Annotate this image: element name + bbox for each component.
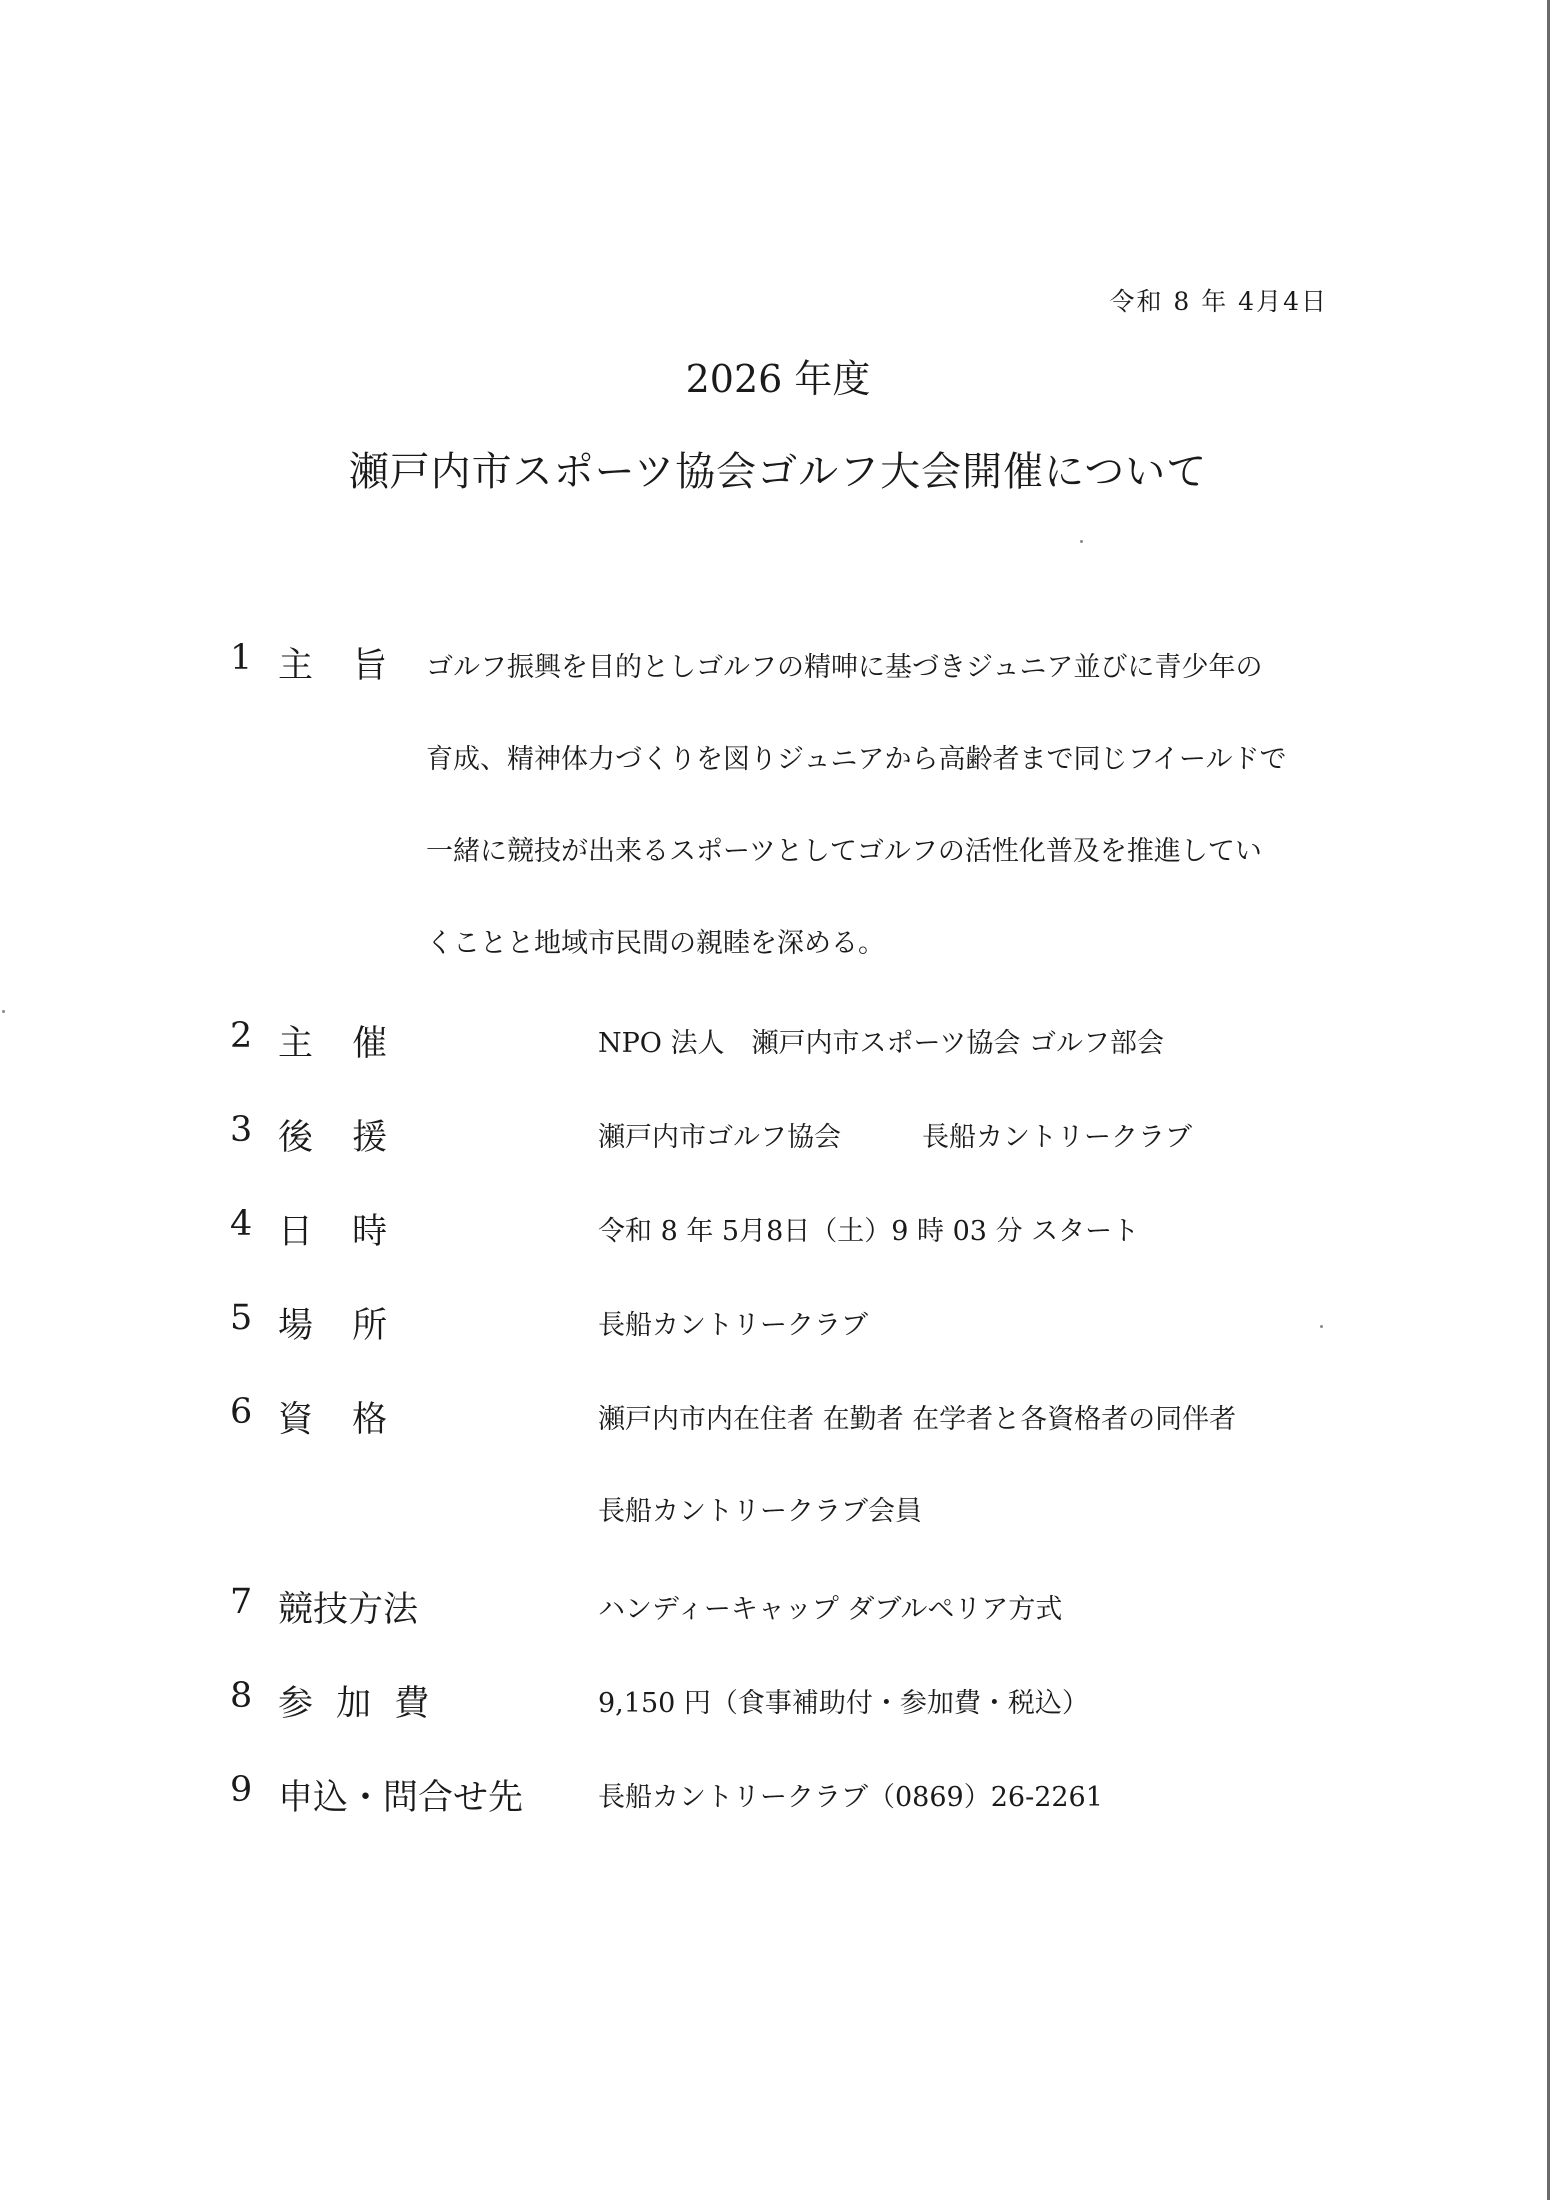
item-label: 申込・問合せ先 bbox=[278, 1778, 524, 1818]
document-date: 令和 8 年 4月4日 bbox=[1109, 287, 1328, 316]
sponsor-value: 瀬戸内市ゴルフ協会 長船カントリークラブ bbox=[598, 1122, 1192, 1153]
item-label: 主 旨 bbox=[278, 646, 402, 686]
eligibility-value: 長船カントリークラブ会員 bbox=[598, 1496, 922, 1527]
item-label: 後 援 bbox=[278, 1118, 402, 1158]
scan-speck bbox=[2, 1010, 5, 1013]
scan-speck bbox=[1320, 1325, 1323, 1328]
item-number: 2 bbox=[230, 1016, 253, 1056]
document-subtitle: 瀬戸内市スポーツ協会ゴルフ大会開催について bbox=[348, 449, 1208, 495]
item-number: 9 bbox=[230, 1770, 253, 1810]
fee-value: 9,150 円（食事補助付・参加費・税込） bbox=[598, 1688, 1089, 1719]
item-label: 日 時 bbox=[278, 1212, 402, 1252]
item-number: 1 bbox=[230, 638, 253, 678]
purpose-text-line: ゴルフ振興を目的としゴルフの精呻に基づきジュニア並びに青少年の bbox=[426, 652, 1263, 683]
document-title: 2026 年度 bbox=[685, 357, 871, 401]
purpose-text-line: 育成、精神体力づくりを図りジュニアから高齢者まで同じフイールドで bbox=[426, 744, 1287, 775]
scan-edge-line bbox=[1547, 0, 1550, 2200]
format-value: ハンディーキャップ ダブルペリア方式 bbox=[598, 1594, 1063, 1625]
purpose-text-line: 一緒に競技が出来るスポーツとしてゴルフの活性化普及を推進してい bbox=[426, 836, 1262, 867]
item-number: 7 bbox=[230, 1582, 253, 1622]
organizer-value: NPO 法人 瀬戸内市スポーツ協会 ゴルフ部会 bbox=[598, 1028, 1165, 1059]
item-number: 5 bbox=[230, 1298, 253, 1338]
item-number: 3 bbox=[230, 1110, 253, 1150]
item-label: 主 催 bbox=[278, 1024, 402, 1064]
item-label: 競技方法 bbox=[278, 1590, 419, 1630]
item-number: 8 bbox=[230, 1676, 253, 1716]
venue-value: 長船カントリークラブ bbox=[598, 1310, 868, 1341]
contact-value: 長船カントリークラブ（0869）26-2261 bbox=[598, 1782, 1103, 1813]
datetime-value: 令和 8 年 5月8日（土）9 時 03 分 スタート bbox=[598, 1216, 1140, 1247]
purpose-text-line: くことと地域市民間の親睦を深める。 bbox=[426, 928, 885, 959]
item-label: 資 格 bbox=[278, 1400, 402, 1440]
eligibility-value: 瀬戸内市内在住者 在勤者 在学者と各資格者の同伴者 bbox=[598, 1404, 1237, 1435]
item-label: 場 所 bbox=[278, 1306, 402, 1346]
item-number: 6 bbox=[230, 1392, 253, 1432]
scan-speck bbox=[1080, 540, 1083, 543]
item-label: 参 加 費 bbox=[278, 1684, 436, 1724]
item-number: 4 bbox=[230, 1204, 253, 1244]
